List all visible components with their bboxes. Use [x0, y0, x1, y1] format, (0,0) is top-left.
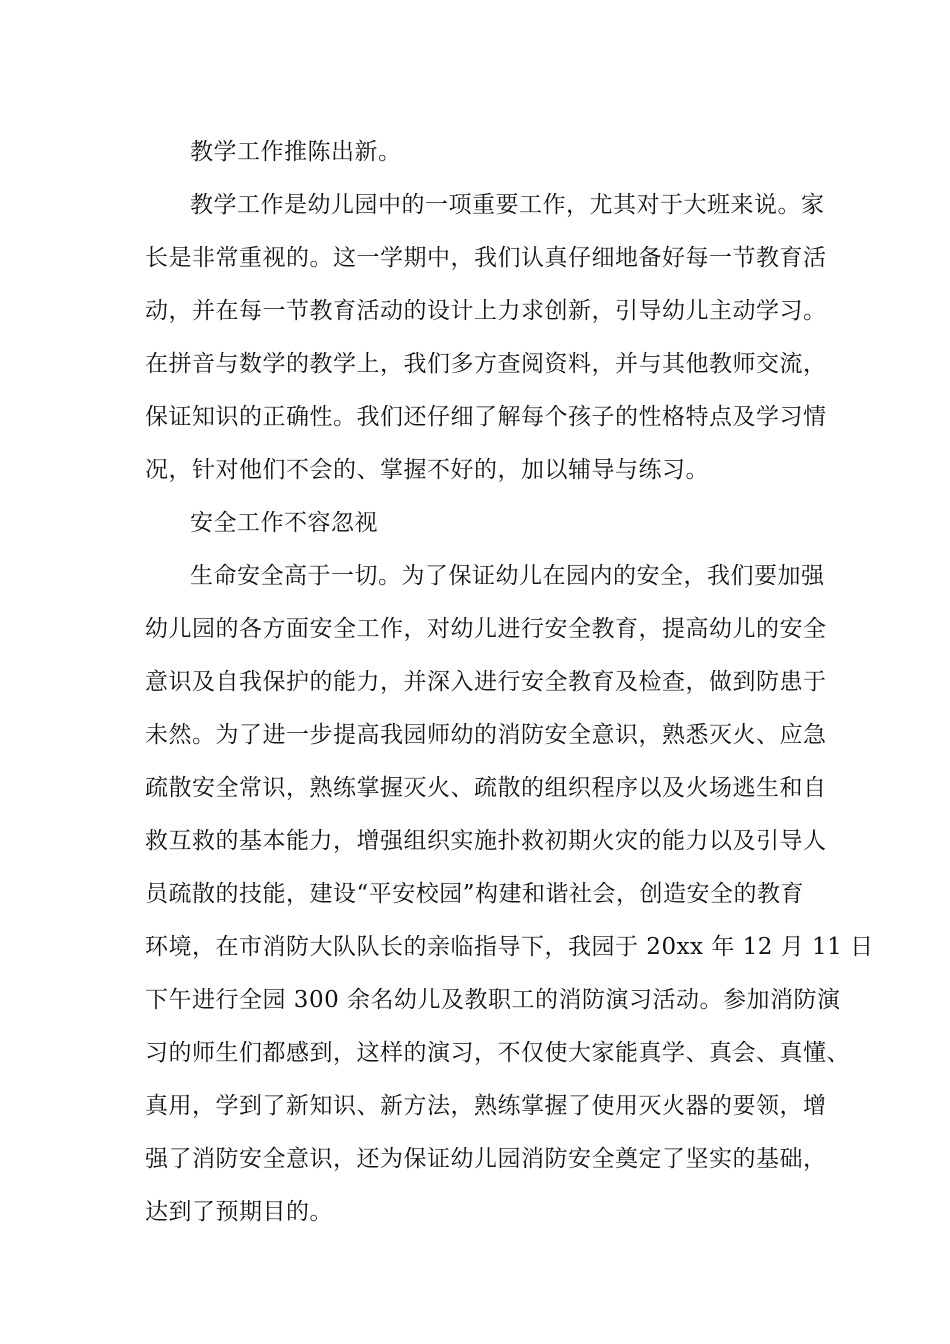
paragraph-line: 强了消防安全意识，还为保证幼儿园消防安全奠定了坚实的基础，	[145, 1146, 827, 1172]
paragraph-line: 教学工作是幼儿园中的一项重要工作，尤其对于大班来说。家	[190, 192, 825, 218]
document-body	[145, 132, 874, 1245]
section-heading-teaching: 教学工作推陈出新。	[190, 139, 402, 165]
paragraph-line: 员疏散的技能，建设“平安校园”构建和谐社会，创造安全的教育	[145, 881, 805, 907]
paragraph-line: 环境，在市消防大队队长的亲临指导下，我园于 20xx 年 12 月 11 日	[145, 934, 874, 960]
paragraph-line: 习的师生们都感到，这样的演习，不仅使大家能真学、真会、真懂、	[145, 1040, 850, 1066]
paragraph-line: 疏散安全常识，熟练掌握灭火、疏散的组织程序以及火场逃生和自	[145, 775, 827, 801]
paragraph-line: 未然。为了进一步提高我园师幼的消防安全意识，熟悉灭火、应急	[145, 722, 827, 748]
paragraph-line: 幼儿园的各方面安全工作，对幼儿进行安全教育，提高幼儿的安全	[145, 616, 827, 642]
paragraph-line: 救互救的基本能力，增强组织实施扑救初期火灾的能力以及引导人	[145, 828, 827, 854]
paragraph-line: 真用，学到了新知识、新方法，熟练掌握了使用灭火器的要领，增	[145, 1093, 827, 1119]
paragraph-line: 下午进行全园 300 余名幼儿及教职工的消防演习活动。参加消防演	[145, 987, 841, 1013]
paragraph-line: 在拼音与数学的教学上，我们多方查阅资料，并与其他教师交流，	[145, 351, 827, 377]
paragraph-line: 保证知识的正确性。我们还仔细了解每个孩子的性格特点及学习情	[145, 404, 827, 430]
paragraph-line: 长是非常重视的。这一学期中，我们认真仔细地备好每一节教育活	[145, 245, 827, 271]
paragraph-line: 动，并在每一节教育活动的设计上力求创新，引导幼儿主动学习。	[145, 298, 827, 324]
section-heading-safety: 安全工作不容忽视	[190, 510, 378, 536]
paragraph-line: 意识及自我保护的能力，并深入进行安全教育及检查，做到防患于	[145, 669, 827, 695]
paragraph-line: 况，针对他们不会的、掌握不好的，加以辅导与练习。	[145, 457, 709, 483]
paragraph-line: 生命安全高于一切。为了保证幼儿在园内的安全，我们要加强	[190, 563, 825, 589]
paragraph-line: 达到了预期目的。	[145, 1199, 333, 1225]
